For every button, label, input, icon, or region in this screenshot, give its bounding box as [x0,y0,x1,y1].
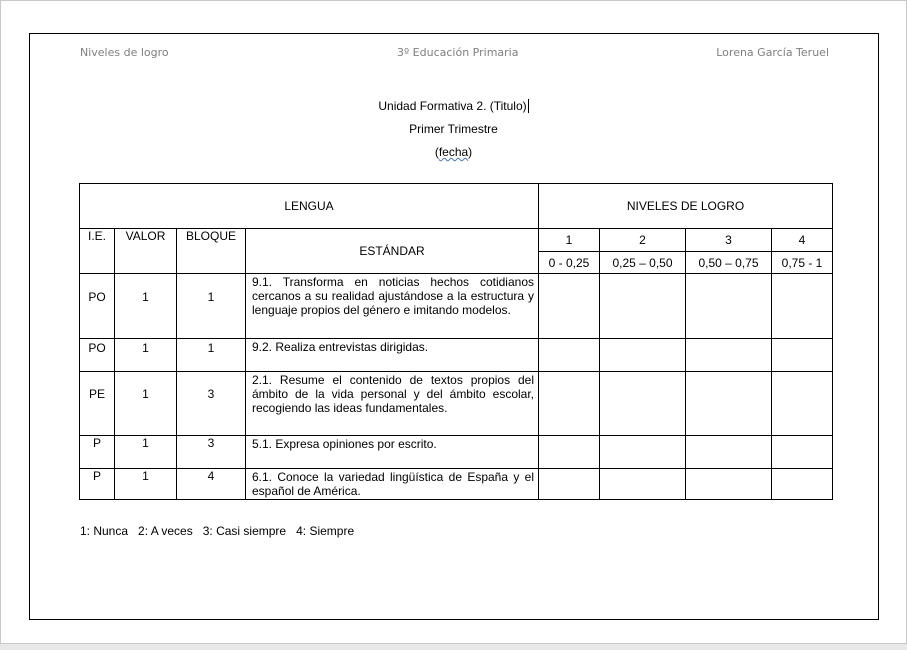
cell-level-3[interactable] [686,274,772,339]
cell-bloque: 1 [177,274,246,339]
cell-level-2[interactable] [600,274,686,339]
level-1-header: 1 [539,229,600,252]
cell-ie: PO [80,274,115,339]
col-estandar-header: ESTÁNDAR [246,229,539,274]
cell-level-2[interactable] [600,339,686,372]
level-4-header: 4 [772,229,833,252]
cell-bloque: 4 [177,469,246,500]
cell-level-4[interactable] [772,339,833,372]
cell-ie: P [80,436,115,469]
table-row [80,436,833,469]
range-2: 0,25 – 0,50 [600,252,686,274]
cell-valor: 1 [115,339,177,372]
cell-ie: P [80,469,115,500]
levels-header: NIVELES DE LOGRO [539,184,833,229]
cell-estandar: 2.1. Resume el contenido de textos propios del ámbito de la vida personal y del ámbito escolar, recogiendo las ideas fundamentales. [246,372,539,436]
date-line[interactable] [0,145,907,159]
table-row [80,339,833,372]
subject-header: LENGUA [80,184,539,229]
level-3-header: 3 [686,229,772,252]
cell-level-2[interactable] [600,469,686,500]
date-close-paren: ) [468,145,473,159]
cell-valor: 1 [115,274,177,339]
col-bloque-header: BLOQUE [177,229,246,274]
cell-level-1[interactable] [539,436,600,469]
cell-estandar: 9.2. Realiza entrevistas dirigidas. [246,339,539,372]
cell-level-3[interactable] [686,339,772,372]
cell-level-1[interactable] [539,469,600,500]
cell-level-1[interactable] [539,372,600,436]
cell-valor: 1 [115,372,177,436]
table-row [80,469,833,500]
cell-level-4[interactable] [772,372,833,436]
cell-level-4[interactable] [772,274,833,339]
cell-bloque: 3 [177,436,246,469]
cell-level-2[interactable] [600,372,686,436]
level-2-header: 2 [600,229,686,252]
term-title[interactable]: Primer Trimestre [409,122,498,136]
cell-estandar: 6.1. Conoce la variedad lingüística de España y el español de América. [246,469,539,500]
cell-bloque: 1 [177,339,246,372]
col-ie-header: I.E. [80,229,115,274]
date-placeholder[interactable]: fecha [438,145,469,159]
cell-ie: PE [80,372,115,436]
table-row [80,274,833,339]
unit-title-text[interactable]: Unidad Formativa 2. (Titulo) [378,99,527,113]
frequency-legend: 1: Nunca 2: A veces 3: Casi siempre 4: Siempre [80,524,355,538]
cell-estandar: 5.1. Expresa opiniones por escrito. [246,436,539,469]
achievement-table [79,183,833,500]
cell-level-3[interactable] [686,436,772,469]
cell-level-1[interactable] [539,274,600,339]
table-row [80,372,833,436]
cell-valor: 1 [115,436,177,469]
col-valor-header: VALOR [115,229,177,274]
cell-level-1[interactable] [539,339,600,372]
cell-level-2[interactable] [600,436,686,469]
header-right: Lorena García Teruel [716,46,829,59]
cell-level-3[interactable] [686,469,772,500]
range-4: 0,75 - 1 [772,252,833,274]
range-3: 0,50 – 0,75 [686,252,772,274]
range-1: 0 - 0,25 [539,252,600,274]
cell-valor: 1 [115,469,177,500]
cell-bloque: 3 [177,372,246,436]
cell-level-4[interactable] [772,436,833,469]
date-open-paren: ( [434,145,439,159]
header-center: 3º Educación Primaria [397,46,519,59]
unit-title[interactable] [0,99,907,113]
cell-ie: PO [80,339,115,372]
cell-level-4[interactable] [772,469,833,500]
cell-level-3[interactable] [686,372,772,436]
header-left: Niveles de logro [80,46,169,59]
cell-estandar: 9.1. Transforma en noticias hechos cotidianos cercanos a su realidad ajustándose a la estructura y lenguaje propios del género e imitando modelos. [246,274,539,339]
